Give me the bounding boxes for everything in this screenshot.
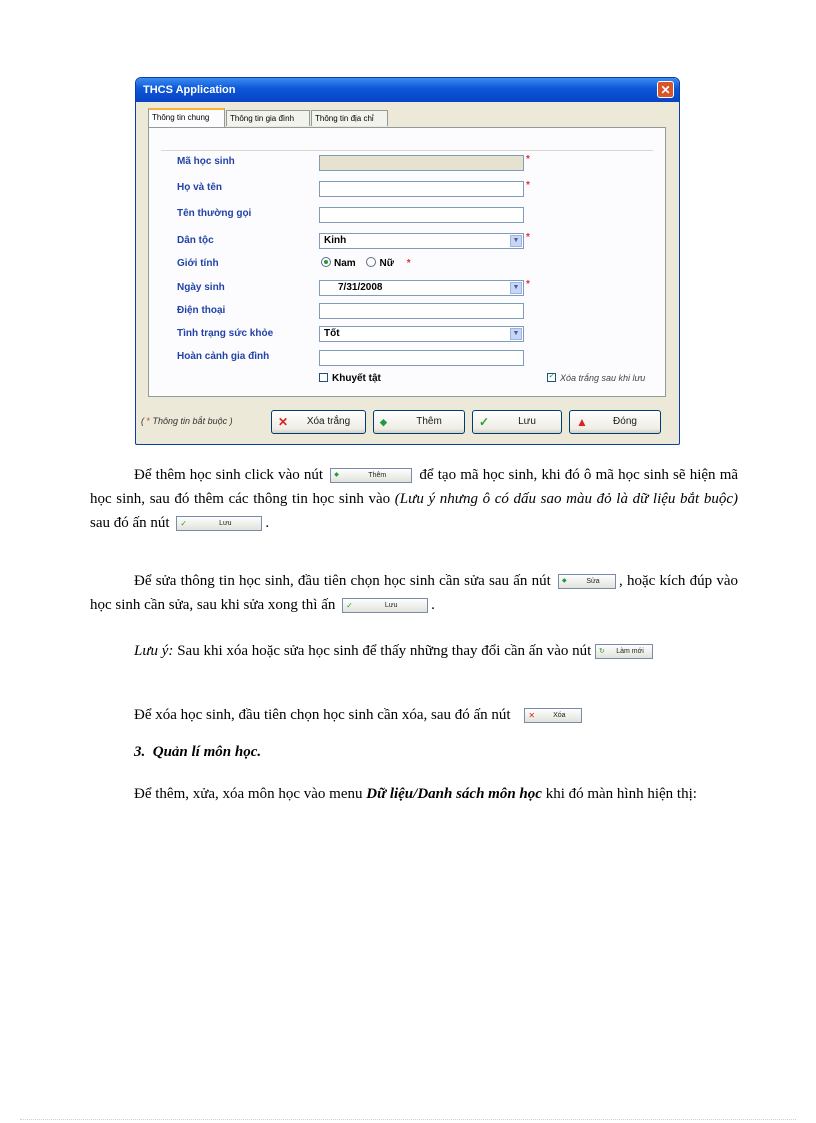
p2-text-b: , hoặc kích đúp vào học sinh cần sửa, sau khi sửa xong thì ấn — [90, 573, 738, 613]
app-window — [135, 77, 680, 445]
add-button-label: Thêm — [416, 416, 442, 427]
window-title: THCS Application — [143, 84, 236, 96]
chevron-down-icon[interactable]: ▼ — [510, 328, 522, 340]
save-button[interactable] — [472, 410, 562, 434]
p5-text-a: Để thêm, xửa, xóa môn học vào menu — [134, 786, 363, 802]
paragraph-add: Để thêm học sinh click vào nút ◆ Thêm để tạo mã học sinh, khi đó ô mã học sinh sẽ hiện mã học sinh, sau đó thêm các thông tin học sinh vào (Lưu ý nhưng ô có dấu sao màu đỏ là dữ liệu bắt buộc) sau đó ấn nút ✓ Lưu . — [90, 467, 739, 531]
plus-icon: ◆ — [380, 417, 387, 427]
chevron-down-icon[interactable]: ▼ — [510, 282, 522, 294]
x-icon: ✕ — [528, 711, 536, 721]
p4-text: Để xóa học sinh, đầu tiên chọn học sinh cần xóa, sau đó ấn nút — [134, 707, 511, 723]
required-star: * — [526, 232, 530, 243]
inline-save-label: Lưu — [384, 602, 398, 610]
plus-icon: ◆ — [334, 472, 339, 479]
inline-add-label: Thêm — [368, 472, 387, 480]
xoa-trang-row — [547, 373, 645, 383]
ma-hoc-sinh-field[interactable] — [319, 155, 524, 171]
radio-nam-label: Nam — [334, 258, 356, 269]
label-tinh-trang-suc-khoe: Tình trạng sức khỏe — [177, 328, 274, 339]
label-dan-toc: Dân tộc — [177, 235, 214, 246]
heading-number: 3. — [134, 744, 146, 760]
tab-thong-tin-dia-chi[interactable]: Thông tin địa chỉ — [311, 110, 388, 126]
x-icon: ✕ — [278, 415, 289, 429]
inline-edit-label: Sửa — [586, 578, 600, 586]
dien-thoai-field[interactable] — [319, 303, 524, 319]
required-note-text: Thông tin bắt buộc — [152, 416, 228, 426]
dan-toc-value: Kinh — [324, 235, 347, 246]
khuyet-tat-row — [319, 373, 381, 384]
required-star: * — [406, 258, 411, 269]
required-note: ( * Thông tin bắt buộc ) — [141, 416, 233, 426]
heading-title: Quản lí môn học. — [152, 744, 262, 760]
check-icon: ✓ — [180, 519, 188, 529]
check-icon: ✓ — [346, 601, 353, 611]
inline-edit-button — [558, 574, 616, 589]
label-ma-hoc-sinh: Mã học sinh — [177, 156, 235, 167]
label-ngay-sinh: Ngày sinh — [177, 282, 225, 293]
ten-thuong-goi-field[interactable] — [319, 207, 524, 223]
ho-va-ten-field[interactable] — [319, 181, 524, 197]
window-titlebar — [136, 78, 679, 102]
inline-refresh-label: Làm mới — [616, 648, 644, 656]
radio-nam[interactable] — [321, 257, 331, 267]
plus-icon: ◆ — [562, 578, 567, 585]
inline-save-button — [176, 516, 262, 531]
chevron-down-icon[interactable]: ▼ — [510, 235, 522, 247]
khuyet-tat-checkbox[interactable] — [319, 373, 328, 382]
clear-button[interactable] — [271, 410, 366, 434]
p1-text-c: sau đó ấn nút — [90, 515, 170, 531]
paragraph-subjects — [90, 782, 738, 806]
xoa-trang-checkbox[interactable] — [547, 373, 556, 382]
tab-thong-tin-gia-dinh[interactable]: Thông tin gia đình — [226, 110, 310, 126]
p1-note: (Lưu ý nhưng ô có dấu sao màu đỏ là dữ liệu bắt buộc) — [394, 491, 739, 507]
label-gioi-tinh: Giới tính — [177, 258, 219, 269]
ngay-sinh-value: 7/31/2008 — [338, 282, 383, 293]
p5-text-b: khi đó màn hình hiện thị: — [545, 786, 697, 802]
inline-add-button — [330, 468, 412, 483]
paragraph-delete — [90, 703, 738, 727]
add-button[interactable] — [373, 410, 465, 434]
khuyet-tat-label: Khuyết tật — [332, 373, 381, 384]
inline-delete-label: Xóa — [553, 712, 566, 720]
suc-khoe-value: Tốt — [324, 328, 340, 339]
clear-button-label: Xóa trắng — [306, 416, 351, 427]
p2-text-a: Để sửa thông tin học sinh, đầu tiên chọn học sinh cần sửa sau ấn nút — [134, 573, 551, 589]
radio-nu[interactable] — [366, 257, 376, 267]
p3-label: Lưu ý: — [134, 643, 174, 659]
inline-save-label: Lưu — [219, 520, 232, 528]
ngay-sinh-picker[interactable] — [319, 280, 524, 296]
inline-save-button — [342, 598, 428, 613]
hoan-canh-field[interactable] — [319, 350, 524, 366]
tab-panel — [148, 127, 666, 397]
check-icon: ✓ — [479, 415, 490, 429]
button-bar — [136, 410, 679, 434]
p3-text: Sau khi xóa hoặc sửa học sinh để thấy những thay đổi cần ấn vào nút — [177, 643, 592, 659]
label-hoan-canh-gia-dinh: Hoàn cảnh gia đình — [177, 351, 270, 362]
required-star: * — [526, 154, 530, 165]
paragraph-note — [90, 639, 738, 663]
close-window-icon[interactable]: ✕ — [657, 81, 674, 98]
suc-khoe-select[interactable] — [319, 326, 524, 342]
label-ho-va-ten: Họ và tên — [177, 182, 223, 193]
warning-icon: ▲ — [576, 415, 588, 429]
paragraph-edit: Để sửa thông tin học sinh, đầu tiên chọn học sinh cần sửa sau ấn nút ◆ Sửa , hoặc kích đúp vào học sinh cần sửa, sau khi sửa xong thì ấn ✓ Lưu . — [90, 573, 738, 613]
refresh-icon: ↻ — [599, 648, 605, 656]
xoa-trang-label: Xóa trắng sau khi lưu — [560, 373, 646, 383]
close-button-label: Đóng — [613, 416, 637, 427]
inline-refresh-button — [595, 644, 653, 659]
close-button[interactable] — [569, 410, 661, 434]
radio-nu-label: Nữ — [379, 258, 394, 269]
save-button-label: Lưu — [518, 416, 536, 427]
p5-menu-path: Dữ liệu/Danh sách môn học — [366, 786, 542, 802]
p1-text-a: Để thêm học sinh click vào nút — [134, 467, 324, 483]
required-star: * — [526, 180, 530, 191]
required-star: * — [146, 416, 151, 426]
gioi-tinh-group — [321, 257, 411, 269]
section-heading — [134, 740, 261, 764]
page-bottom-border — [20, 1119, 796, 1120]
required-star: * — [526, 279, 530, 290]
tab-thong-tin-chung[interactable]: Thông tin chung — [148, 108, 225, 127]
inline-delete-button — [524, 708, 582, 723]
p1-text-b: để tạo mã học sinh, khi đó ô mã học sinh sẽ hiện mã học sinh, sau đó thêm các thông tin học sinh vào — [90, 467, 739, 507]
label-ten-thuong-goi: Tên thường gọi — [177, 208, 252, 219]
label-dien-thoai: Điện thoại — [177, 305, 226, 316]
dan-toc-select[interactable] — [319, 233, 524, 249]
panel-divider — [161, 150, 653, 151]
